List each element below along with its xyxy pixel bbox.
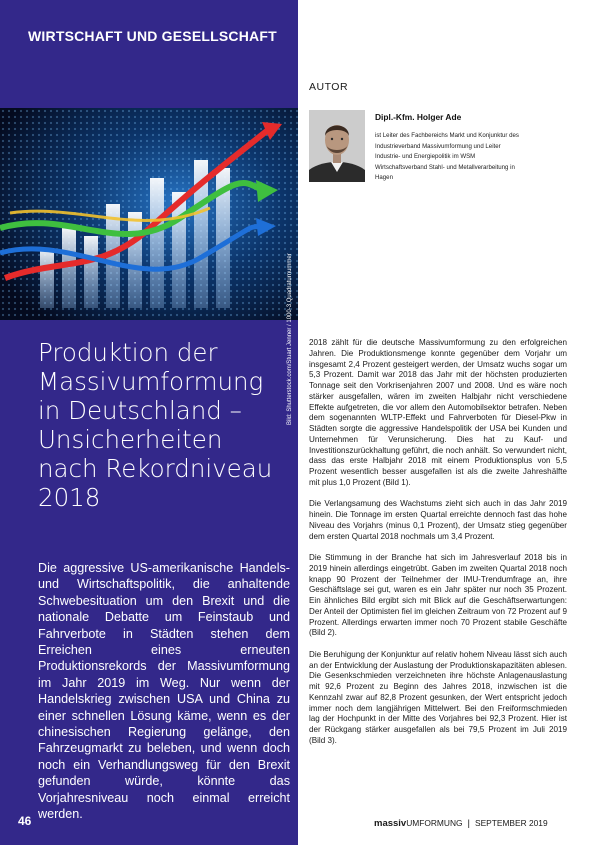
author-name: Dipl.-Kfm. Holger Ade [375,112,462,122]
lead-paragraph: Die aggressive US-amerikanische Handels- und Wirtschaftspolitik, die anhaltende Schwebesituation um den Brexit und die nationale Debatte um Feinstaub und Fahrverbote in Städten stehen dem Erreichen eines erneuten Produktionsrekords der Massivumformung im Jahr 2019 im Weg. Nur wenn der Handelskrieg zwischen USA und China zu einer schnellen Lösung käme, wenn es der chinesischen Regierung gelänge, den Fahrzeugmarkt zu beleben, und wenn doch noch ein Verhandlungsweg für den Brexit gefunden würde, könnte das Vorjahresniveau noch einmal erreicht werden. [38,561,290,822]
footer-brand-bold: massiv [374,818,407,829]
body-column [309,338,567,757]
body-paragraph: 2018 zählt für die deutsche Massivumformung zu den erfolgreichen Jahren. Die Produktionsmenge konnte gegenüber dem Vorjahr um insgesamt 2,4 Prozent gesteigert werden, der Umsatz wuchs sogar um 5,3 Prozent. Damit war 2018 das Jahr mit der höchsten produzierten Tonnage seit den Vorkrisenjahren 2007 und 2008. Und es wäre noch stärker ausgefallen, wären im zweiten Halbjahr nicht verschiedene Effekte aufgetreten, die vor allem den Automobilsektor betrafen. Neben dem sogenannten WLTP-Effekt und Fahrverboten für Diesel-Pkw in Städten sorgte die aggressive Handelspolitik der USA bei Kunden und Unternehmen für Verunsicherung. Dies hat zu Kauf- und Investitionszurückhaltung geführt, die noch anhält. So verwundert nicht, dass das erste Halbjahr 2018 mit einem Produktionsplus von 5,5 Prozent wesentlich besser ausgefallen ist als die zweite Jahreshälfte mit plus 1,0 Prozent (Bild 1). [309,338,567,487]
footer-brand-rest: UMFORMUNG [406,818,463,828]
author-photo [309,110,365,182]
author-label: AUTOR [309,81,349,93]
footer-issue: SEPTEMBER 2019 [475,818,548,828]
section-title: WIRTSCHAFT UND GESELLSCHAFT [28,28,277,44]
image-credit: Bild: Shutterstock.com/Stuart Jenner / 1000-3 Quadraturnummer [287,253,293,425]
body-paragraph: Die Beruhigung der Konjunktur auf relativ hohem Niveau lässt sich auch an der Entwicklung der Auslastung der Produktionskapazitäten ablesen. Die Gesenkschmieden verzeichneten ihre höchste Anlagenauslastung mit 92,6 Prozent zu Beginn des Jahres 2018, inzwischen ist die Kennzahl zwar auf 82,8 Prozent gesunken, der Wert entspricht jedoch immer noch dem langjährigen Mittelwert. Bei den Freiformschmieden lag der Hochpunkt in der Mitte des Vorjahres bei 92,3 Prozent. Hier ist der Rückgang stärker ausgefallen als bei 79,5 Prozent im Juli 2019 (Bild 3). [309,649,567,745]
body-paragraph: Die Stimmung in der Branche hat sich im Jahresverlauf 2018 bis in 2019 hinein allerdings eingetrübt. Gaben im zweiten Quartal 2018 noch knapp 90 Prozent der Teilnehmer der IMU-Trendumfrage an, ihre Geschäftslage sei gut, waren es ein Jahr später nur noch 35 Prozent. Ein ähnliches Bild ergibt sich mit Blick auf die Geschäftserwartungen: Der Anteil der Optimisten fiel im gleichen Zeitraum von 72 Prozent auf 9 Prozent. Allerdings erwarten immer noch 70 Prozent stabile Geschäfte (Bild 2). [309,553,567,638]
footer [374,818,548,829]
headline: Produktion der Massivumformung in Deutschland – Unsicherheiten nach Rekordniveau 2018 [38,338,273,512]
author-bio: ist Leiter des Fachbereichs Markt und Konjunktur des Industrieverband Massivumformung und Leiter Industrie- und Energiepolitik im WSM Wirtschaftsverband Stahl- und Metallverarbeitung in Hagen [375,132,519,181]
left-panel [0,0,298,845]
page-number: 46 [18,814,32,828]
body-paragraph: Die Verlangsamung des Wachstums zieht sich auch in das Jahr 2019 hinein. Die Tonnage im ersten Quartal erreichte dennoch fast das hohe Niveau des Vorjahrs (minus 0,1 Prozent), der Umsatz stieg gegenüber dem ersten Quartal 2018 nochmals um 3,4 Prozent. [309,499,567,541]
footer-separator: | [467,818,470,829]
